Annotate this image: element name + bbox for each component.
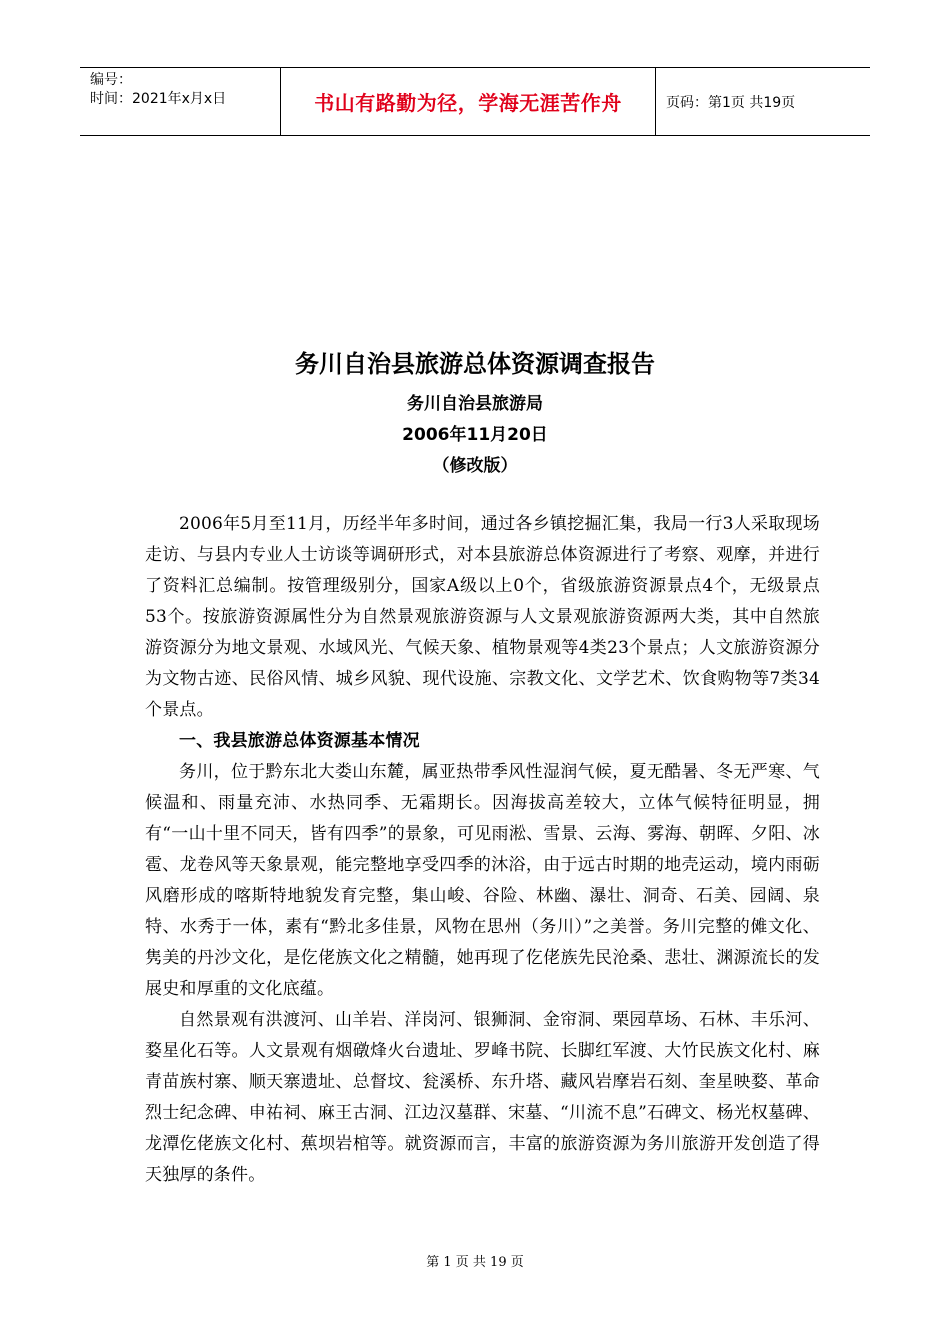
paragraph-landscapes: 自然景观有洪渡河、山羊岩、洋岗河、银狮洞、金帘洞、栗园草场、石林、丰乐河、婺星化石等。人文景观有烟礅烽火台遗址、罗峰书院、长脚红军渡、大竹民族文化村、麻青苗族村寨、顺天寨遗址、总督坟、瓮溪桥、东升塔、藏风岩摩岩石刻、奎星映婺、革命烈士纪念碑、申祐祠、麻王古洞、江边汉墓群、宋墓、“川流不息”石碑文、杨光权墓碑、龙潭仡佬族文化村、蕉坝岩棺等。就资源而言，丰富的旅游资源为务川旅游开发创造了得天独厚的条件。 bbox=[145, 1010, 820, 1185]
paragraph-intro: 2006年5月至11月，历经半年多时间，通过各乡镇挖掘汇集，我局一行3人采取现场走访、与县内专业人士访谈等调研形式，对本县旅游总体资源进行了考察、观摩，并进行了资料汇总编制。按管理级别分，国家A级以上0个，省级旅游资源景点4个，无级景点53个。按旅游资源属性分为自然景观旅游资源与人文景观旅游资源两大类，其中自然旅游资源分为地文景观、水域风光、气候天象、植物景观等4类23个景点；人文旅游资源分为文物古迹、民俗风情、城乡风貌、现代设施、宗教文化、文学艺术、饮食购物等7类34个景点。 bbox=[145, 514, 820, 720]
section-heading: 一、我县旅游总体资源基本情况 bbox=[179, 731, 420, 751]
document-title: 务川自治县旅游总体资源调查报告 bbox=[295, 350, 655, 378]
header-table bbox=[80, 67, 870, 136]
version-label: （修改版） bbox=[432, 456, 518, 476]
header-meta bbox=[80, 68, 281, 135]
report-date: 2006年11月20日 bbox=[402, 425, 548, 445]
document-body bbox=[145, 509, 820, 1191]
time-label: 时间：2021年x月x日 bbox=[90, 91, 227, 107]
motto: 书山有路勤为径，学海无涯苦作舟 bbox=[281, 68, 656, 135]
paragraph-overview: 务川，位于黔东北大娄山东麓，属亚热带季风性湿润气候，夏无酷暑、冬无严寒、气候温和、雨量充沛、水热同季、无霜期长。因海拔高差较大，立体气候特征明显，拥有“一山十里不同天，皆有四季”的景象，可见雨淞、雪景、云海、雾海、朝晖、夕阳、冰雹、龙卷风等天象景观，能完整地享受四季的沐浴，由于远古时期的地壳运动，境内雨砺风磨形成的喀斯特地貌发育完整，集山峻、谷险、林幽、瀑壮、洞奇、石美、园阔、泉特、水秀于一体，素有“黔北多佳景，风物在思州（务川）”之美誉。务川完整的傩文化、隽美的丹沙文化，是仡佬族文化之精髓，她再现了仡佬族先民沧桑、悲壮、渊源流长的发展史和厚重的文化底蕴。 bbox=[145, 762, 820, 999]
page-label: 页码：第1页 共19页 bbox=[666, 94, 796, 111]
organization: 务川自治县旅游局 bbox=[407, 394, 543, 414]
number-label: 编号： bbox=[90, 72, 132, 88]
page-footer: 第 1 页 共 19 页 bbox=[426, 1255, 524, 1270]
